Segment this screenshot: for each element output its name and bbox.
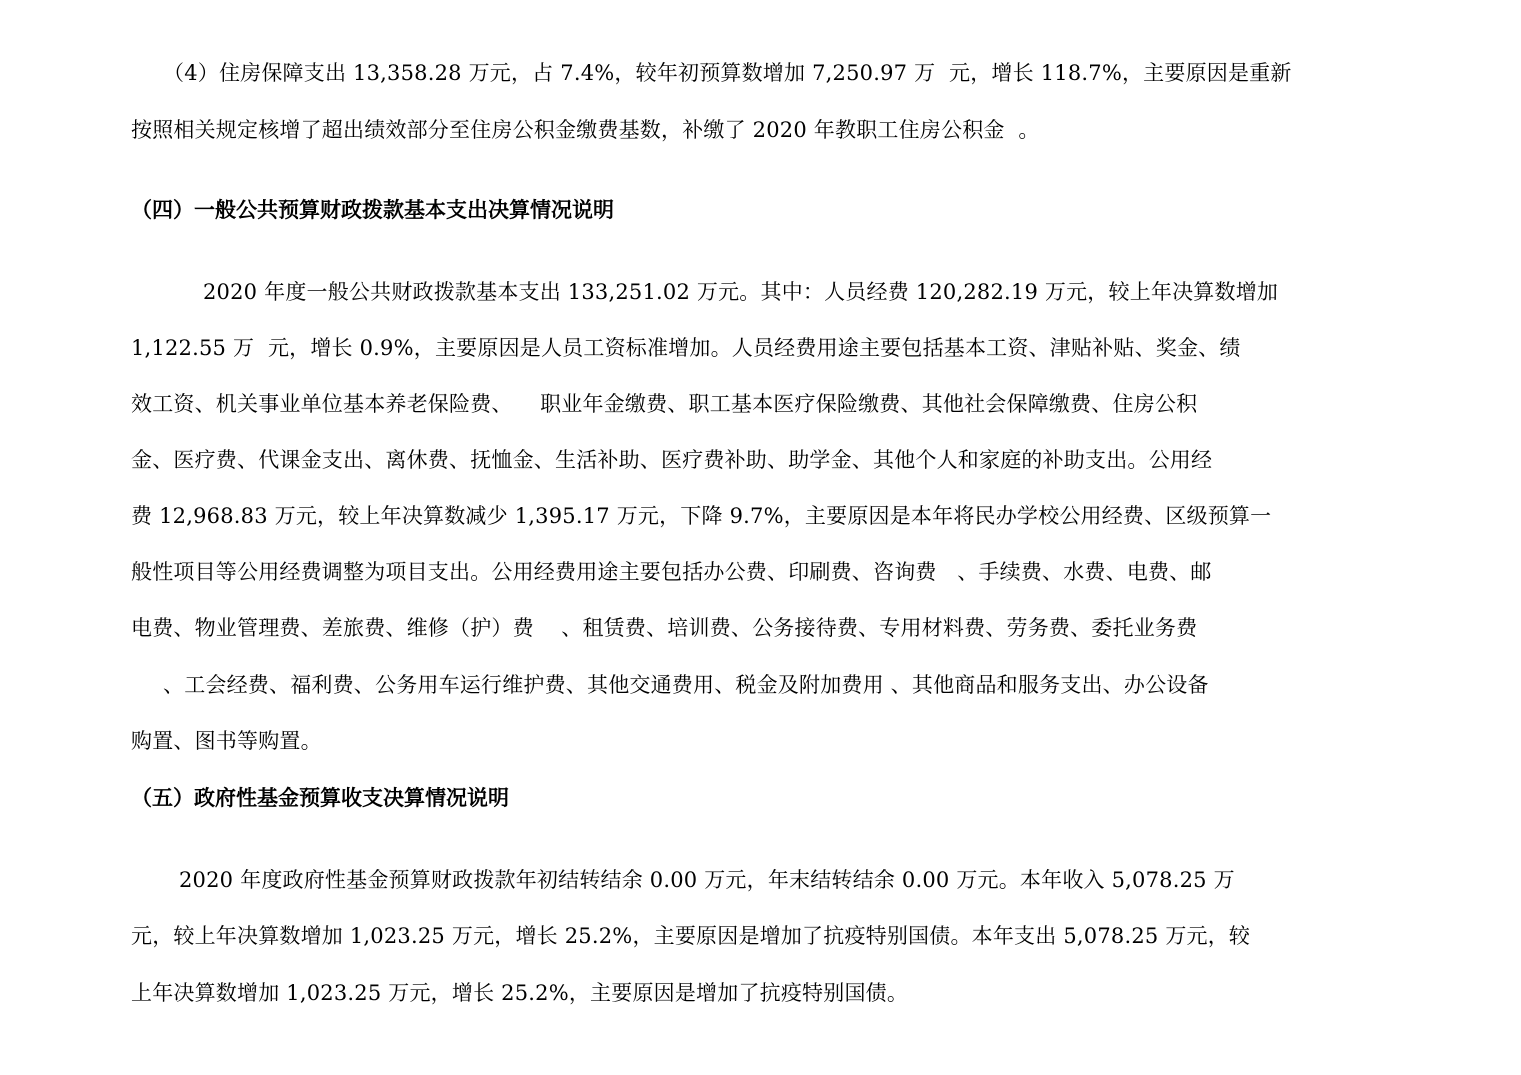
basic-expenditure-line-1: 2020 年度一般公共财政拨款基本支出 133,251.02 万元。其中：人员经费 120,282.19 万元，较上年决算数增加 — [203, 280, 1279, 304]
basic-expenditure-line-9: 购置、图书等购置。 — [131, 729, 322, 753]
section-heading-5: （五）政府性基金预算收支决算情况说明 — [131, 786, 509, 810]
gov-fund-line-1: 2020 年度政府性基金预算财政拨款年初结转结余 0.00 万元，年末结转结余 0.00 万元。本年收入 5,078.25 万 — [179, 868, 1235, 892]
housing-paragraph-line-1: （4）住房保障支出 13,358.28 万元，占 7.4%，较年初预算数增加 7,250.97 万 元，增长 118.7%，主要原因是重新 — [163, 61, 1292, 85]
gov-fund-line-3: 上年决算数增加 1,023.25 万元，增长 25.2%，主要原因是增加了抗疫特别国债。 — [131, 981, 909, 1005]
basic-expenditure-line-8: 、工会经费、福利费、公务用车运行维护费、其他交通费用、税金及附加费用 、其他商品和服务支出、办公设备 — [163, 673, 1209, 697]
gov-fund-line-2: 元，较上年决算数增加 1,023.25 万元，增长 25.2%，主要原因是增加了抗疫特别国债。本年支出 5,078.25 万元，较 — [131, 924, 1251, 948]
basic-expenditure-line-6: 般性项目等公用经费调整为项目支出。公用经费用途主要包括办公费、印刷费、咨询费 、手续费、水费、电费、邮 — [131, 560, 1212, 584]
section-heading-4: （四）一般公共预算财政拨款基本支出决算情况说明 — [131, 198, 614, 222]
basic-expenditure-line-4: 金、医疗费、代课金支出、离休费、抚恤金、生活补助、医疗费补助、助学金、其他个人和家庭的补助支出。公用经 — [131, 448, 1213, 472]
basic-expenditure-line-3: 效工资、机关事业单位基本养老保险费、 职业年金缴费、职工基本医疗保险缴费、其他社会保障缴费、住房公积 — [131, 392, 1198, 416]
housing-paragraph-line-2: 按照相关规定核增了超出绩效部分至住房公积金缴费基数，补缴了 2020 年教职工住房公积金 。 — [131, 118, 1040, 142]
basic-expenditure-line-5: 费 12,968.83 万元，较上年决算数减少 1,395.17 万元，下降 9.7%，主要原因是本年将民办学校公用经费、区级预算一 — [131, 504, 1272, 528]
basic-expenditure-line-7: 电费、物业管理费、差旅费、维修（护）费 、租赁费、培训费、公务接待费、专用材料费、劳务费、委托业务费 — [131, 616, 1198, 640]
basic-expenditure-line-2: 1,122.55 万 元，增长 0.9%，主要原因是人员工资标准增加。人员经费用途主要包括基本工资、津贴补贴、奖金、绩 — [131, 336, 1241, 360]
